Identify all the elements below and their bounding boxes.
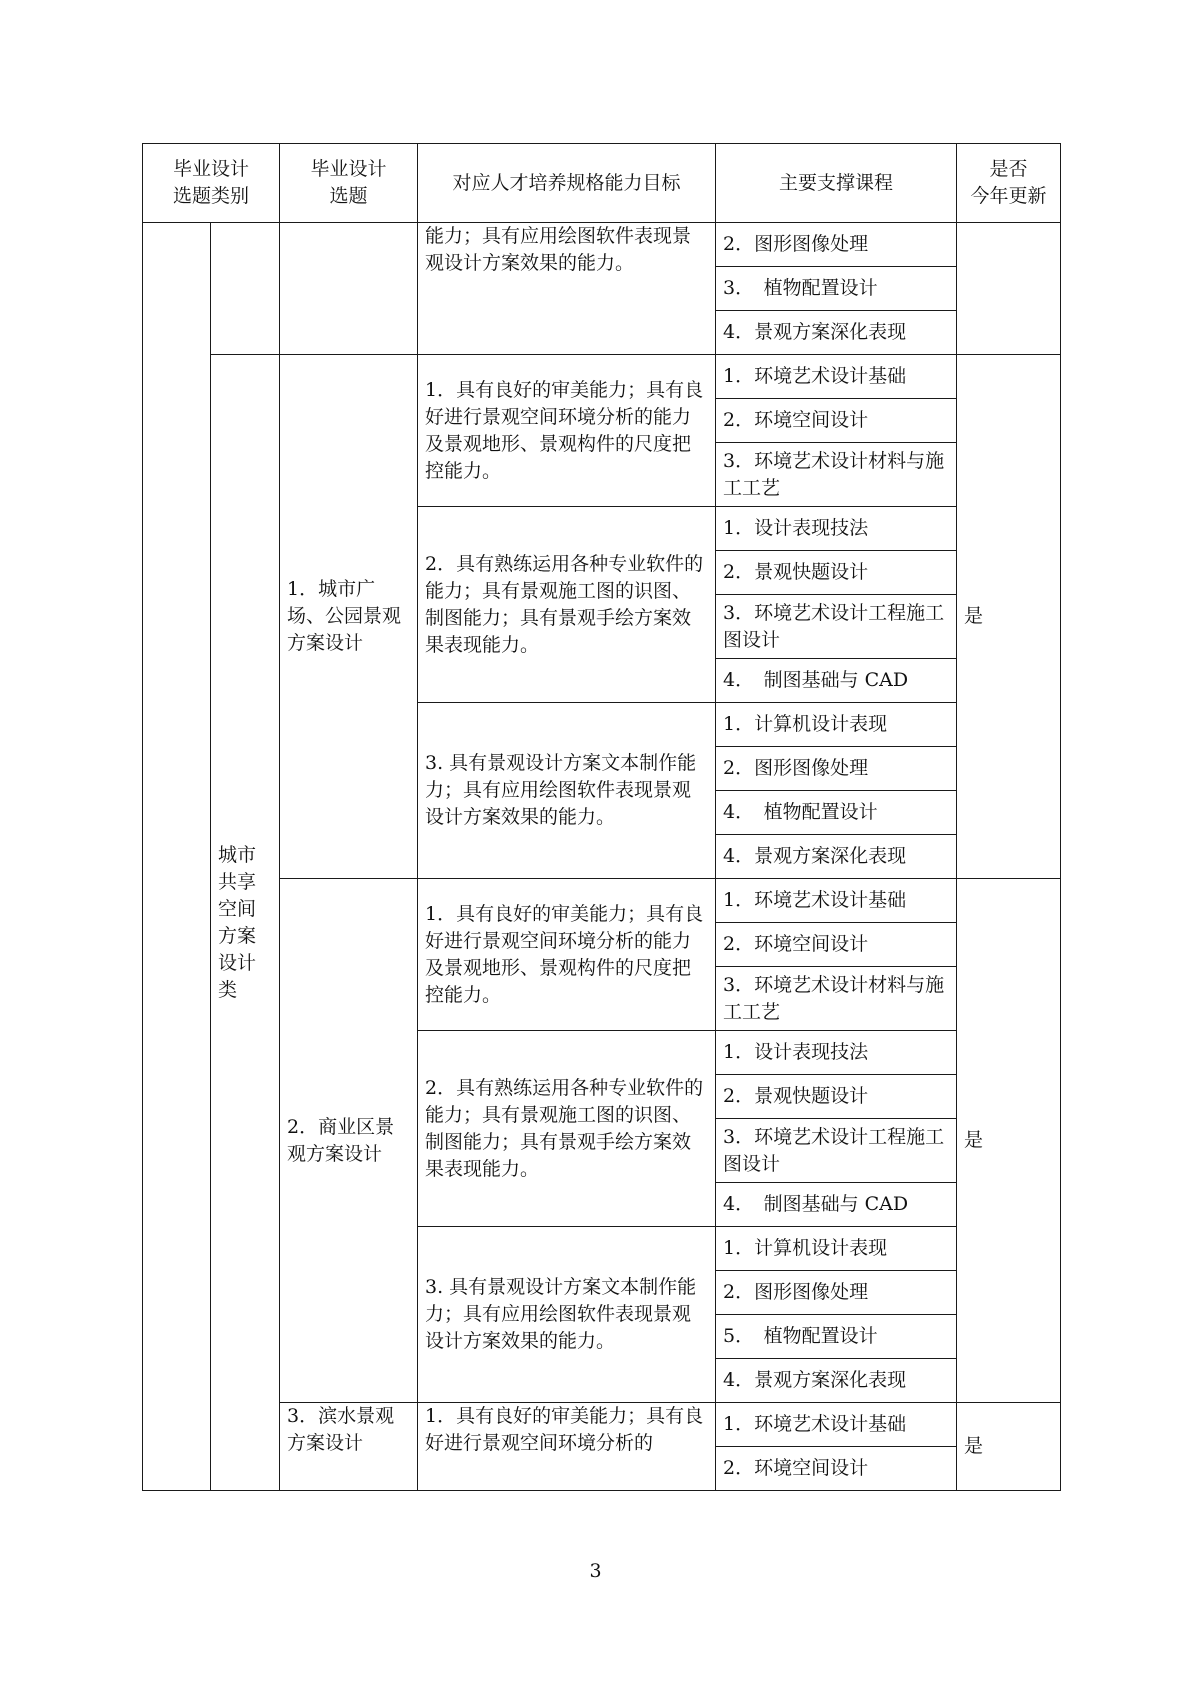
topic-cell: 1．城市广场、公园景观方案设计 (280, 355, 418, 879)
table-row (143, 1403, 1061, 1447)
target-cell: 1．具有良好的审美能力；具有良好进行景观空间环境分析的能力及景观地形、景观构件的尺度把控能力。 (418, 879, 716, 1031)
header-updated: 是否 今年更新 (957, 144, 1061, 223)
course-cell: 2．环境空间设计 (716, 1447, 957, 1491)
updated-cell: 是 (957, 1403, 1061, 1491)
course-cell: 3． 植物配置设计 (716, 267, 957, 311)
target-cell: 1．具有良好的审美能力；具有良好进行景观空间环境分析的 (418, 1403, 716, 1491)
target-cell: 能力；具有应用绘图软件表现景观设计方案效果的能力。 (418, 223, 716, 355)
target-cell: 1．具有良好的审美能力；具有良好进行景观空间环境分析的能力及景观地形、景观构件的尺度把控能力。 (418, 355, 716, 507)
course-cell: 1．设计表现技法 (716, 507, 957, 551)
course-cell: 2．图形图像处理 (716, 223, 957, 267)
course-cell: 4． 制图基础与 CAD (716, 659, 957, 703)
course-cell: 1．计算机设计表现 (716, 703, 957, 747)
course-cell: 3．环境艺术设计工程施工图设计 (716, 1119, 957, 1183)
course-cell: 1．设计表现技法 (716, 1031, 957, 1075)
target-cell: 2．具有熟练运用各种专业软件的能力；具有景观施工图的识图、制图能力；具有景观手绘方案效果表现能力。 (418, 1031, 716, 1227)
category-carryover-cell (211, 223, 280, 355)
page-number: 3 (589, 1560, 602, 1582)
course-cell: 2．环境空间设计 (716, 923, 957, 967)
updated-cell: 是 (957, 879, 1061, 1403)
topic-carryover-cell (280, 223, 418, 355)
course-cell: 1．计算机设计表现 (716, 1227, 957, 1271)
course-cell: 5． 植物配置设计 (716, 1315, 957, 1359)
header-courses: 主要支撑课程 (716, 144, 957, 223)
updated-carryover-cell (957, 223, 1061, 355)
course-cell: 1．环境艺术设计基础 (716, 355, 957, 399)
category-cell: 城市 共享 空间 方案 设计 类 (211, 355, 280, 1491)
course-cell: 2．景观快题设计 (716, 551, 957, 595)
course-cell: 2．环境空间设计 (716, 399, 957, 443)
topic-cell: 3．滨水景观方案设计 (280, 1403, 418, 1491)
target-cell: 3. 具有景观设计方案文本制作能力；具有应用绘图软件表现景观设计方案效果的能力。 (418, 1227, 716, 1403)
course-cell: 1．环境艺术设计基础 (716, 1403, 957, 1447)
table-row (143, 879, 1061, 923)
updated-cell: 是 (957, 355, 1061, 879)
target-cell: 2．具有熟练运用各种专业软件的能力；具有景观施工图的识图、制图能力；具有景观手绘方案效果表现能力。 (418, 507, 716, 703)
header-category: 毕业设计 选题类别 (143, 144, 280, 223)
topic-cell: 2．商业区景观方案设计 (280, 879, 418, 1403)
course-cell: 3．环境艺术设计工程施工图设计 (716, 595, 957, 659)
course-cell: 4．景观方案深化表现 (716, 835, 957, 879)
table-row (143, 355, 1061, 399)
target-cell: 3. 具有景观设计方案文本制作能力；具有应用绘图软件表现景观设计方案效果的能力。 (418, 703, 716, 879)
outer-blank-cell (143, 223, 211, 1491)
course-cell: 4．景观方案深化表现 (716, 311, 957, 355)
course-cell: 4． 制图基础与 CAD (716, 1183, 957, 1227)
header-target: 对应人才培养规格能力目标 (418, 144, 716, 223)
course-cell: 2．景观快题设计 (716, 1075, 957, 1119)
table-header-row (143, 144, 1061, 223)
header-topic: 毕业设计 选题 (280, 144, 418, 223)
course-cell: 1．环境艺术设计基础 (716, 879, 957, 923)
course-cell: 3．环境艺术设计材料与施工工艺 (716, 443, 957, 507)
course-cell: 2．图形图像处理 (716, 747, 957, 791)
course-cell: 3．环境艺术设计材料与施工工艺 (716, 967, 957, 1031)
table-row (143, 223, 1061, 267)
course-cell: 4． 植物配置设计 (716, 791, 957, 835)
course-cell: 4．景观方案深化表现 (716, 1359, 957, 1403)
graduation-design-table (142, 143, 1061, 1491)
course-cell: 2．图形图像处理 (716, 1271, 957, 1315)
